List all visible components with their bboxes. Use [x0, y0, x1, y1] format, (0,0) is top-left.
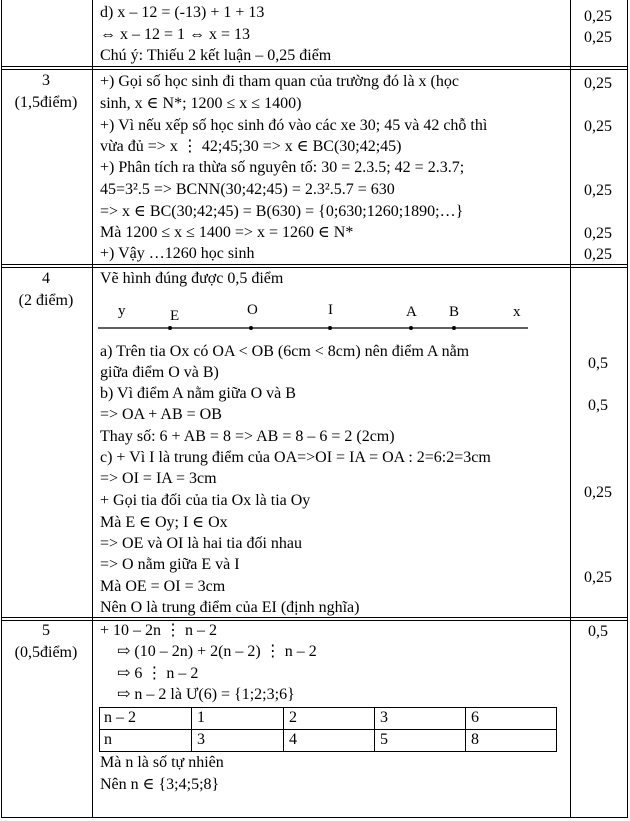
q3-line-8: Mà 1200 ≤ x ≤ 1400 => x = 1260 ∈ N*: [100, 224, 354, 241]
label-y: y: [118, 303, 126, 319]
label-x: x: [513, 304, 521, 320]
row1-score-2: 0,25: [584, 29, 612, 46]
values-cell: 5: [380, 731, 388, 748]
label-a: A: [406, 304, 417, 320]
point-e: [168, 326, 172, 330]
q3-points: (1,5điểm): [14, 94, 78, 111]
row1-line-2: ⇔ x – 12 = 1 ⇔ x = 13: [100, 26, 251, 43]
q4-score-1: 0,5: [588, 355, 608, 372]
q4-line-11: => O nằm giữa E và I: [100, 556, 240, 573]
q4-line-6: c) + Vì I là trung điểm của OA=>OI = IA = OA : 2=6:2=3cm: [100, 449, 491, 466]
q5-number: 5: [42, 622, 50, 639]
point-i: [328, 326, 332, 330]
q4-line-7: => OI = IA = 3cm: [100, 470, 217, 487]
values-cell: 8: [471, 731, 479, 748]
q3-line-7: => x ∈ BC(30;42;45) = B(630) = {0;630;1260;1890;…}: [100, 203, 464, 220]
values-cell: n – 2: [104, 709, 136, 726]
q3-line-3: +) Vì nếu xếp số học sinh đó vào các xe 30; 45 và 42 chỗ thì: [100, 117, 488, 134]
values-table-bottom: [99, 751, 557, 752]
q4-line-10: => OE và OI là hai tia đối nhau: [100, 535, 302, 552]
q5-line-1: + 10 – 2n ⋮ n – 2: [100, 622, 218, 639]
q4-line-3: b) Vì điểm A nằm giữa O và B: [100, 385, 296, 402]
row-divider-1b: [1, 69, 628, 70]
q4-line-8: + Gọi tia đối của tia Ox là tia Oy: [100, 492, 311, 509]
q5-line-4: ⇨ n – 2 là Ư(6) = {1;2;3;6}: [117, 686, 295, 703]
label-b: B: [449, 304, 460, 320]
values-col-1: [99, 707, 100, 752]
q4-points: (2 điểm): [18, 292, 74, 309]
q3-line-5: +) Phân tích ra thừa số nguyên tố: 30 = 2.3.5; 42 = 2.3.7;: [100, 159, 465, 176]
values-col-5: [465, 707, 466, 752]
values-cell: 4: [289, 731, 297, 748]
q4-score-2: 0,5: [588, 397, 608, 414]
q4-line-1: a) Trên tia Ox có OA < OB (6cm < 8cm) nên điểm A nằm: [100, 343, 470, 360]
values-col-3: [283, 707, 284, 752]
row1-note: Chú ý: Thiếu 2 kết luận – 0,25 điểm: [100, 47, 332, 64]
q3-line-1: +) Gọi số học sinh đi tham quan của trường đó là x (học: [100, 73, 459, 90]
values-cell: 2: [289, 709, 297, 726]
row1-line-1: d) x – 12 = (-13) + 1 + 13: [100, 4, 265, 21]
q5-line-3: ⇨ 6 ⋮ n – 2: [117, 665, 199, 682]
point-o: [249, 326, 253, 330]
point-a: [409, 326, 413, 330]
q4-line-4: => OA + AB = OB: [100, 406, 222, 423]
row-divider-1: [1, 66, 628, 67]
values-col-6: [556, 707, 557, 752]
label-e: E: [170, 308, 180, 324]
q3-line-4: vừa đủ => x ⋮ 42;45;30 => x ∈ BC(30;42;45): [100, 138, 402, 155]
q4-number: 4: [42, 270, 50, 287]
values-cell: n: [104, 731, 112, 748]
values-cell: 3: [197, 731, 205, 748]
q4-line-13: Nên O là trung điểm của EI (định nghĩa): [100, 599, 360, 616]
row1-score-1: 0,25: [584, 8, 612, 25]
q4-line-5: Thay số: 6 + AB = 8 => AB = 8 – 6 = 2 (2cm): [100, 428, 395, 445]
values-cell: 6: [471, 709, 479, 726]
values-cell: 1: [197, 709, 205, 726]
q4-line-9: Mà E ∈ Oy; I ∈ Ox: [100, 514, 228, 531]
q4-score-3: 0,25: [584, 484, 612, 501]
point-b: [452, 326, 456, 330]
q3-line-9: +) Vậy …1260 học sinh: [100, 245, 255, 262]
q3-score-5: 0,25: [584, 246, 612, 263]
label-o: O: [247, 302, 258, 318]
row-divider-3: [1, 617, 628, 618]
label-i: I: [328, 302, 333, 318]
q5-line-2: ⇨ (10 – 2n) + 2(n – 2) ⋮ n – 2: [117, 643, 317, 660]
q5-conclusion-1: Mà n là số tự nhiên: [100, 754, 224, 771]
values-table-middle: [99, 729, 557, 730]
row-divider-2b: [1, 267, 628, 268]
table-border-left: [1, 0, 2, 818]
row-divider-3b: [1, 620, 628, 621]
q5-conclusion-2: Nên n ∈ {3;4;5;8}: [100, 776, 220, 793]
row-divider-2: [1, 264, 628, 265]
q4-score-4: 0,25: [584, 569, 612, 586]
values-cell: 3: [380, 709, 388, 726]
q3-number: 3: [42, 72, 50, 89]
q4-intro: Vẽ hình đúng được 0,5 điểm: [100, 270, 284, 287]
values-col-2: [191, 707, 192, 752]
q4-line-2: giữa điểm O và B): [100, 364, 219, 381]
q5-points: (0,5điểm): [14, 644, 78, 661]
column-divider-1: [92, 0, 93, 818]
q3-score-2: 0,25: [584, 118, 612, 135]
q4-line-12: Mà OE = OI = 3cm: [100, 578, 226, 595]
q3-score-3: 0,25: [584, 182, 612, 199]
q3-line-2: sinh, x ∈ N*; 1200 ≤ x ≤ 1400): [100, 95, 302, 112]
q3-score-4: 0,25: [584, 225, 612, 242]
table-border-right: [627, 0, 628, 818]
table-border-bottom: [1, 817, 628, 818]
line-figure: [98, 300, 530, 340]
q3-score-1: 0,25: [584, 75, 612, 92]
q3-line-6: 45=3².5 => BCNN(30;42;45) = 2.3².5.7 = 630: [100, 181, 395, 198]
q5-score: 0,5: [588, 623, 608, 640]
values-col-4: [374, 707, 375, 752]
values-table-top: [99, 707, 557, 708]
